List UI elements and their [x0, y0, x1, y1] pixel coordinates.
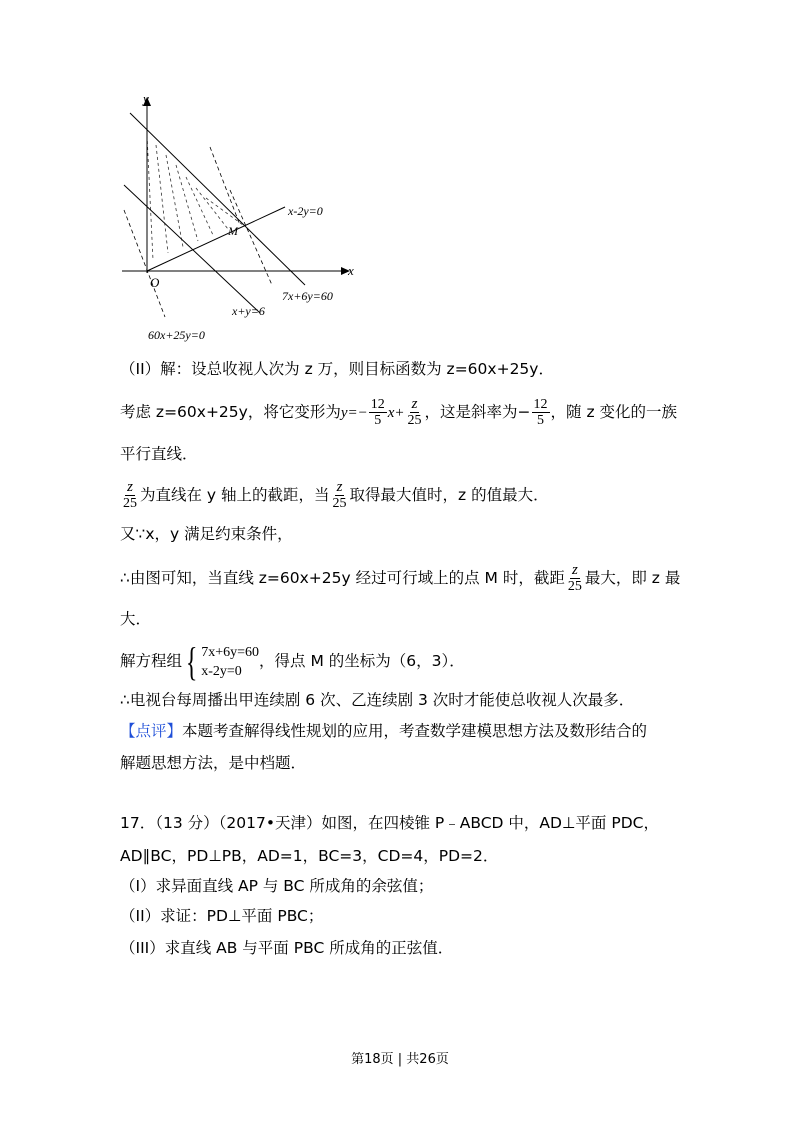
page-footer: 第18页 | 共26页 [351, 1052, 449, 1067]
consider-text-b: ，这是斜率为 [424, 403, 518, 421]
y-equals: y=− [340, 405, 368, 421]
line-x-y [124, 185, 260, 313]
objective-line-right [210, 147, 240, 225]
equation-2: x-2y=0 [201, 663, 242, 679]
slope-fraction: $\frac{12}{5}$ [533, 397, 548, 428]
left-brace-icon: { [185, 638, 198, 684]
point-m-label: M [228, 224, 238, 238]
line-7x-6y [130, 113, 305, 285]
line-x-minus-2y [147, 207, 285, 271]
therefore-text-b: 最大，即 z 最 [584, 569, 681, 587]
problem17-q3: （III）求直线 AB 与平面 PBC 所成角的正弦值． [120, 939, 454, 957]
problem17-line2: AD∥BC，PD⊥PB，AD=1，BC=3，CD=4，PD=2． [120, 847, 499, 865]
comment-line [120, 720, 647, 742]
label-7x-6y: 7x+6y=60 [282, 289, 333, 303]
therefore-fraction: $\frac{z}{25}$ [567, 562, 582, 594]
linear-programming-figure [110, 85, 370, 355]
conclusion-line: ∴电视台每周播出甲连续剧 6 次、乙连续剧 3 次时才能使总收视人次最多． [120, 691, 635, 709]
equation-1: 7x+6y=60 [201, 644, 260, 660]
comment-line-2: 解题思想方法，是中档题． [120, 754, 307, 772]
comment-text-a: 本题考查解得线性规划的应用，考查数学建模思想方法及数形结合的 [182, 722, 648, 740]
problem17-q1: （I）求异面直线 AP 与 BC 所成角的余弦值； [120, 877, 434, 895]
solve-text-b: ，得点 M 的坐标为（6，3）． [259, 652, 465, 670]
fraction-12-5: $\frac{12}{5}$ [370, 397, 385, 428]
label-x-y: x+y=6 [232, 304, 265, 318]
solve-line [120, 640, 465, 682]
therefore-line [120, 563, 680, 594]
solve-text-a: 解方程组 [120, 652, 183, 670]
objective-line-left [124, 210, 165, 317]
minus-sign: − [517, 403, 531, 421]
label-x-minus-2y: x-2y=0 [288, 204, 323, 218]
parallel-lines-text: 平行直线． [120, 445, 198, 463]
problem17-line1: 17．（13 分）（2017•天津）如图，在四棱锥 P﹣ABCD 中，AD⊥平面 PDC， [120, 814, 659, 832]
x-axis-label: x [348, 263, 354, 278]
consider-line [120, 397, 677, 428]
problem17-q2: （II）求证：PD⊥平面 PBC； [120, 907, 324, 925]
comment-tag: 【点评】 [120, 722, 183, 740]
therefore-text-a: ∴由图可知，当直线 z=60x+25y 经过可行域上的点 M 时，截距 [120, 569, 565, 587]
label-60x-25y: 60x+25y=0 [148, 328, 205, 342]
intercept-text-b: 取得最大值时，z 的值最大． [349, 486, 549, 504]
x-plus: x+ [387, 405, 405, 421]
equation-system [182, 638, 260, 684]
y-axis-label: y [143, 91, 149, 106]
da-text: 大． [120, 610, 152, 628]
consider-text-a: 考虑 z=60x+25y，将它变形为 [120, 403, 341, 421]
intercept-line [120, 480, 549, 511]
intercept-text-a: 为直线在 y 轴上的截距，当 [140, 486, 330, 504]
origin-label: O [150, 275, 160, 290]
intercept-fraction-1: $\frac{z}{25}$ [123, 479, 137, 511]
fraction-z-25: $\frac{z}{25}$ [407, 396, 422, 428]
because-line: 又∵x，y 满足约束条件， [120, 525, 293, 543]
feasible-region-hatching [147, 135, 243, 260]
intercept-fraction-2: $\frac{z}{25}$ [332, 479, 347, 511]
consider-text-c: ，随 z 变化的一族 [550, 403, 678, 421]
part2-intro: （II）解：设总收视人次为 z 万，则目标函数为 z=60x+25y． [120, 360, 554, 378]
